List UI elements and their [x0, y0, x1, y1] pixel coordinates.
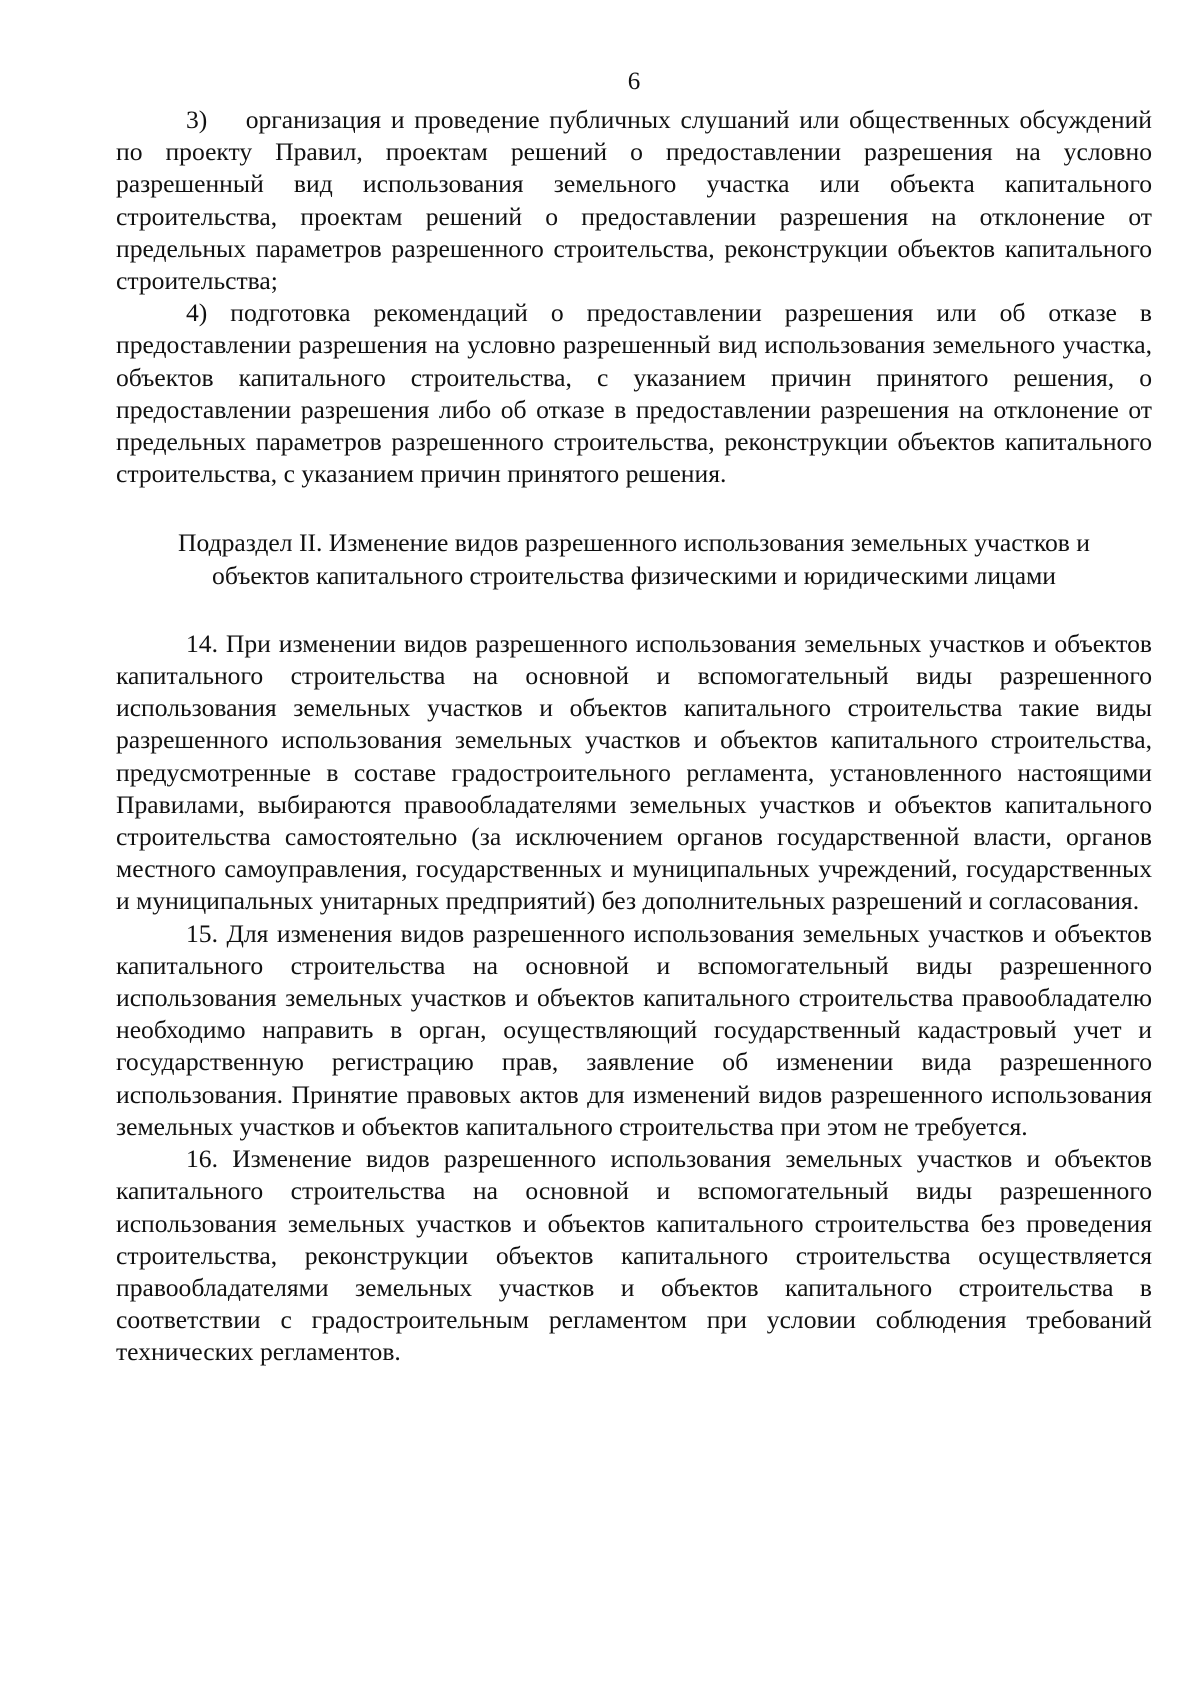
subsection-heading: Подраздел II. Изменение видов разрешенного использования земельных участков и объектов капитального строительства физическими и юридическими лицами	[178, 528, 1090, 590]
page-number: 6	[627, 68, 641, 95]
paragraph-16: 16. Изменение видов разрешенного использования земельных участков и объектов капитального строительства на основной и вспомогательный виды разрешенного использования земельных участков и объектов капитального строительства без проведения строительства, реконструкции объектов капитального строительства осуществляется правообладателями земельных участков и объектов капитального строительства в соответствии с градостроительным регламентом при условии соблюдения требований технических регламентов.	[116, 1144, 1152, 1367]
paragraph-item-3: 3) организация и проведение публичных слушаний или общественных обсуждений по проекту Правил, проектам решений о предоставлении разрешения на условно разрешенный вид использования земельного участка или объекта капитального строительства, проектам решений о предоставлении разрешения на отклонение от предельных параметров разрешенного строительства, реконструкции объектов капитального строительства;	[116, 105, 1152, 296]
paragraph-15: 15. Для изменения видов разрешенного использования земельных участков и объектов капитального строительства на основной и вспомогательный виды разрешенного использования земельных участков и объектов капитального строительства правообладателю необходимо направить в орган, осуществляющий государственный кадастровый учет и государственную регистрацию прав, заявление об изменении вида разрешенного использования. Принятие правовых актов для изменений видов разрешенного использования земельных участков и объектов капитального строительства при этом не требуется.	[116, 918, 1152, 1141]
paragraph-item-4: 4) подготовка рекомендаций о предоставлении разрешения или об отказе в предоставлении разрешения на условно разрешенный вид использования земельного участка, объектов капитального строительства, с указанием причин принятого решения, о предоставлении разрешения либо об отказе в предоставлении разрешения на отклонение от предельных параметров разрешенного строительства, реконструкции объектов капитального строительства, с указанием причин принятого решения.	[116, 298, 1152, 489]
section-spacer	[116, 592, 1152, 628]
paragraph-14: 14. При изменении видов разрешенного использования земельных участков и объектов капитального строительства на основной и вспомогательный виды разрешенного использования земельных участков и объектов капитального строительства такие виды разрешенного использования земельных участков и объектов капитального строительства, предусмотренные в составе градостроительного регламента, установленного настоящими Правилами, выбираются правообладателями земельных участков и объектов капитального строительства самостоятельно (за исключением органов государственной власти, органов местного самоуправления, государственных и муниципальных учреждений, государственных и муниципальных унитарных предприятий) без дополнительных разрешений и согласования.	[116, 628, 1152, 916]
